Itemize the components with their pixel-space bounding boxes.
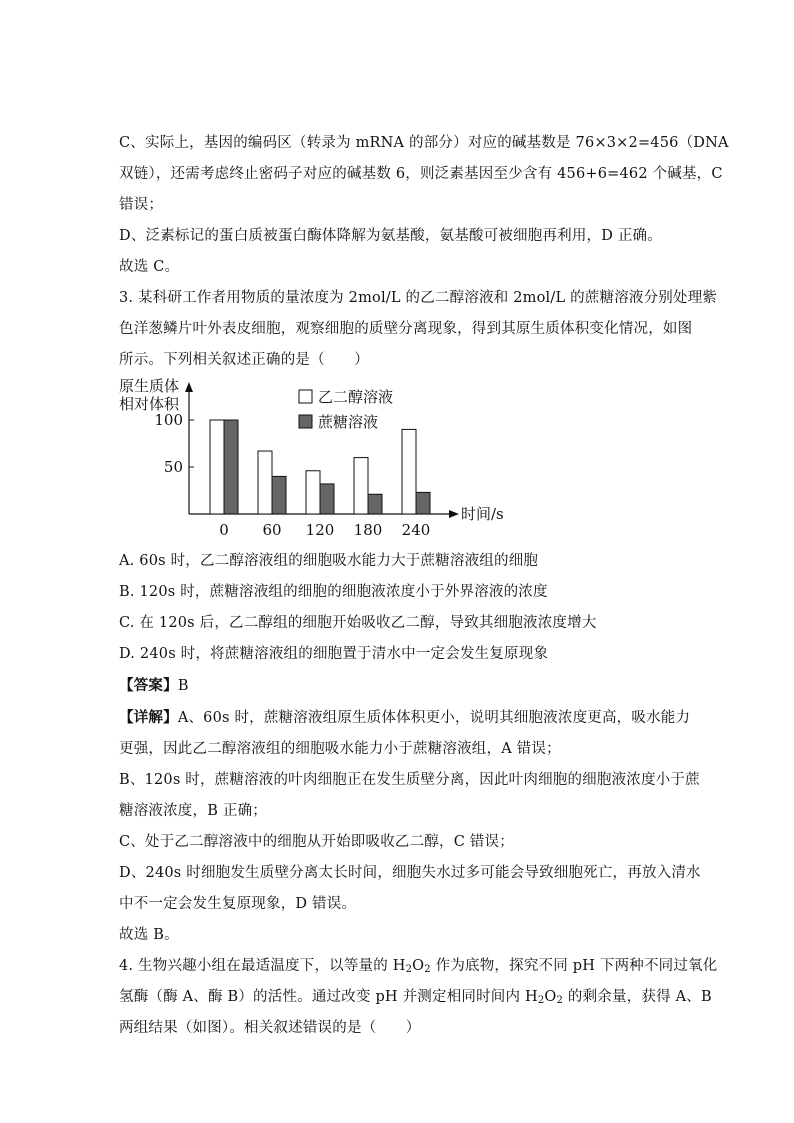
y-axis-label: 原生质体 [119,378,180,395]
q4-text: O [544,989,557,1005]
answer-label: 【答案】 [119,677,178,694]
y-axis-label: 相对体积 [119,395,180,413]
explanation-line: 中不一定会发生复原现象，D 错误。 [119,896,357,912]
option-d: D. 240s 时，将蔗糖溶液组的细胞置于清水中一定会发生复原现象 [119,646,549,662]
bar-chart-svg [119,378,679,542]
document-page [119,128,729,1044]
question-4-stem: 两组结果（如图）。相关叙述错误的是（ ） [119,1020,421,1036]
bar-sucrose [272,476,286,514]
explanation-line: 更强，因此乙二醇溶液组的细胞吸水能力小于蔗糖溶液组，A 错误； [119,741,561,757]
bar-ethylene-glycol [258,451,272,514]
conclusion-line: 故选 B。 [119,927,179,943]
legend-swatch [299,415,312,428]
x-axis-label: 时间/s [461,505,504,523]
bar-ethylene-glycol [210,420,224,514]
q4-text: 的剩余量，获得 A、B [563,989,712,1005]
option-a: A. 60s 时，乙二醇溶液组的细胞吸水能力大于蔗糖溶液组的细胞 [119,553,539,569]
question-4-stem [119,982,712,1013]
subscript: 2 [537,995,545,1006]
x-tick-label: 0 [219,521,229,539]
answer-value: B [177,678,189,694]
legend-swatch [299,390,312,403]
answer-line [119,670,679,702]
option-b: B. 120s 时，蔗糖溶液组的细胞的细胞液浓度小于外界溶液的浓度 [119,584,548,600]
explanation-label: 【详解】 [119,709,178,726]
x-tick-label: 240 [401,521,431,539]
explanation-line: 糖溶液浓度，B 正确； [119,803,267,819]
question-3-stem: 色洋葱鳞片叶外表皮细胞，观察细胞的质壁分离现象，得到其原生质体积变化情况，如图 [119,321,693,337]
bar-ethylene-glycol [306,471,320,514]
bar-sucrose [320,484,334,514]
legend-label: 蔗糖溶液 [318,413,379,431]
explanation-line: D、240s 时细胞发生质壁分离太长时间，细胞失水过多可能会导致细胞死亡，再放入清水 [119,865,701,881]
subscript: 2 [556,995,564,1006]
legend-label: 乙二醇溶液 [318,388,394,406]
bar-sucrose [224,420,238,514]
y-axis-arrow [185,382,193,392]
text-line: 双链），还需考虑终止密码子对应的碱基数 6，则泛素基因至少含有 456+6=462 个碱基，C [119,166,723,182]
x-tick-label: 60 [262,521,282,539]
q4-text: 4. 生物兴趣小组在最适温度下，以等量的 H [119,958,406,974]
text-line: C、实际上，基因的编码区（转录为 mRNA 的部分）对应的碱基数是 76×3×2=456（DNA [119,135,729,151]
text-line: D、泛素标记的蛋白质被蛋白酶体降解为氨基酸，氨基酸可被细胞再利用，D 正确。 [119,228,662,244]
text-line: 故选 C。 [119,259,180,275]
y-tick-label: 50 [163,458,183,476]
option-c: C. 在 120s 后，乙二醇组的细胞开始吸收乙二醇，导致其细胞液浓度增大 [119,615,597,631]
bar-sucrose [416,492,430,514]
explanation-line: B、120s 时，蔗糖溶液的叶肉细胞正在发生质壁分离，因此叶肉细胞的细胞液浓度小于蔗 [119,772,700,788]
question-3-stem: 3. 某科研工作者用物质的量浓度为 2mol/L 的乙二醇溶液和 2mol/L 的蔗糖溶液分别处理紫 [119,290,718,306]
bar-ethylene-glycol [354,458,368,514]
q4-text: O [412,958,425,974]
q4-text: 作为底物，探究不同 pH 下两种不同过氧化 [430,958,718,974]
x-tick-label: 120 [305,521,335,539]
bar-chart [119,378,679,542]
q4-text: 氢酶（酶 A、酶 B）的活性。通过改变 pH 并测定相同时间内 H [119,989,538,1005]
explanation-text: A、60s 时，蔗糖溶液组原生质体体积更小，说明其细胞液浓度更高，吸水能力 [177,710,691,726]
question-4-stem [119,951,718,982]
bar-ethylene-glycol [402,429,416,514]
explanation-line: C、处于乙二醇溶液中的细胞从开始即吸收乙二醇，C 错误； [119,834,514,850]
question-3-stem: 所示。下列相关叙述正确的是（ ） [119,352,369,368]
y-tick-label: 100 [154,411,183,429]
x-tick-label: 180 [353,521,383,539]
explanation-line [119,702,691,734]
subscript: 2 [405,964,413,975]
bar-sucrose [368,494,382,514]
text-line: 错误； [119,197,164,213]
subscript: 2 [424,964,431,975]
x-axis-arrow [449,510,459,518]
